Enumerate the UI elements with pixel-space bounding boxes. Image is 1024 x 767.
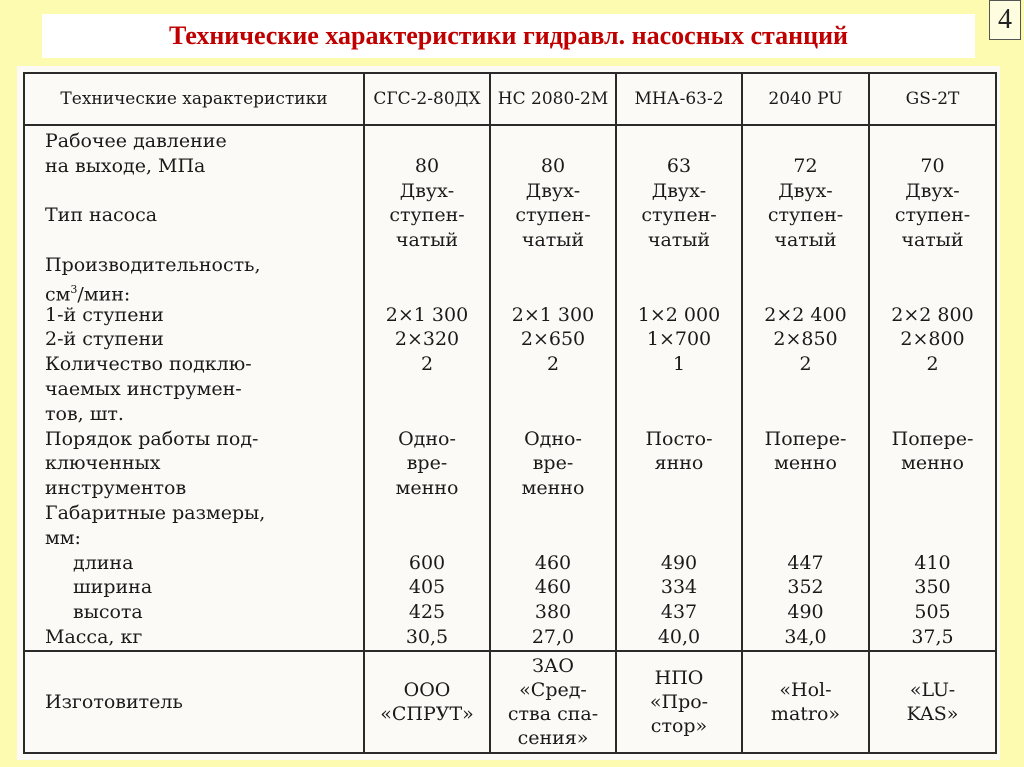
maker-line: ства спа- xyxy=(507,702,599,725)
maker-line: сения» xyxy=(517,726,589,749)
value-line xyxy=(491,402,615,427)
value-line xyxy=(365,402,489,427)
value-line: 2×850 xyxy=(773,328,838,351)
value-line: ступен- xyxy=(641,204,717,227)
value-line: ступен- xyxy=(767,204,844,227)
scanned-table-sheet xyxy=(17,66,1000,760)
value-line: чатый xyxy=(647,229,711,252)
value-line xyxy=(743,129,868,154)
param-line: высота xyxy=(73,601,143,624)
value-line xyxy=(491,526,615,551)
param-line: 1-й ступени xyxy=(45,303,164,326)
maker-label: Изготовитель xyxy=(24,651,364,753)
maker-cell xyxy=(616,651,742,753)
value-line xyxy=(870,402,995,427)
value-line: 352 xyxy=(787,576,824,599)
param-line: Порядок работы под- xyxy=(45,427,259,450)
value-column xyxy=(616,125,742,651)
header-model: СГС-2-80ДХ xyxy=(364,73,490,125)
param-line: Количество подклю- xyxy=(45,353,252,376)
value-line: чатый xyxy=(901,229,964,252)
value-line xyxy=(617,253,741,278)
param-line: инструментов xyxy=(45,477,187,500)
maker-line: «LU- xyxy=(909,678,956,701)
value-line: Двух- xyxy=(399,179,455,202)
maker-line: ЗАО xyxy=(532,654,574,677)
value-line xyxy=(743,402,868,427)
value-line xyxy=(617,129,741,154)
value-line: янно xyxy=(654,452,704,475)
maker-line: «Сред- xyxy=(519,678,587,701)
value-line: 2 xyxy=(926,353,939,376)
header-param: Технические характеристики xyxy=(24,73,364,125)
value-line: чатый xyxy=(521,229,585,252)
value-line: менно xyxy=(774,452,837,475)
value-line: 490 xyxy=(660,551,698,574)
header-model: НС 2080-2М xyxy=(490,73,616,125)
value-line xyxy=(870,278,995,303)
maker-line: «Hol- xyxy=(779,678,832,701)
value-line: 30,5 xyxy=(405,625,449,648)
value-line: Одно- xyxy=(398,427,456,450)
maker-cell xyxy=(742,651,869,753)
value-line xyxy=(365,253,489,278)
maker-line: «Про- xyxy=(649,690,709,713)
value-line: 600 xyxy=(408,551,446,574)
value-line: 505 xyxy=(914,601,951,624)
value-line: 410 xyxy=(914,551,951,574)
value-line xyxy=(365,501,489,526)
value-line: 2×2 800 xyxy=(891,303,974,326)
spacer xyxy=(45,228,363,253)
value-line xyxy=(617,476,741,501)
value-line: 80 xyxy=(414,154,440,177)
value-line xyxy=(491,129,615,154)
value-line xyxy=(491,501,615,526)
value-line: 405 xyxy=(408,576,446,599)
spacer xyxy=(45,179,363,204)
value-line: 490 xyxy=(787,601,824,624)
value-line: Двух- xyxy=(525,179,581,202)
value-line xyxy=(743,278,868,303)
value-line: чатый xyxy=(395,229,459,252)
value-line: Двух- xyxy=(651,179,707,202)
value-line: 34,0 xyxy=(784,625,827,648)
maker-line: «СПРУТ» xyxy=(380,702,474,725)
value-line xyxy=(491,253,615,278)
value-line: вре- xyxy=(406,452,448,475)
param-line: длина xyxy=(73,551,134,574)
value-line: 460 xyxy=(534,576,572,599)
value-line: 460 xyxy=(534,551,572,574)
value-line xyxy=(743,476,868,501)
value-line: 40,0 xyxy=(657,625,701,648)
value-line: 1 xyxy=(672,353,686,376)
value-line: 2×320 xyxy=(394,328,460,351)
value-line: 2 xyxy=(420,353,434,376)
param-line: чаемых инструмен- xyxy=(45,377,242,400)
maker-row xyxy=(24,651,996,753)
page-title: Технические характеристики гидравл. насосных станций xyxy=(168,21,849,50)
value-line: чатый xyxy=(774,229,837,252)
value-line: 1×2 000 xyxy=(637,303,721,326)
value-line xyxy=(870,476,995,501)
maker-line: KAS» xyxy=(906,702,959,725)
param-line: 2-й ступени xyxy=(45,328,164,351)
value-line: Двух- xyxy=(778,179,833,202)
value-line xyxy=(491,278,615,303)
value-line: ступен- xyxy=(389,204,465,227)
value-line xyxy=(870,129,995,154)
header-row xyxy=(24,73,996,125)
value-line: 425 xyxy=(408,601,446,624)
param-line: мм: xyxy=(45,526,81,549)
value-line xyxy=(491,377,615,402)
value-line: Посто- xyxy=(645,427,713,450)
value-line xyxy=(617,278,741,303)
value-line xyxy=(365,377,489,402)
header-model: МНА-63-2 xyxy=(616,73,742,125)
value-column xyxy=(742,125,869,651)
value-column xyxy=(490,125,616,651)
value-line xyxy=(870,253,995,278)
value-line xyxy=(617,402,741,427)
param-line: Рабочее давление xyxy=(45,130,227,152)
unit-text: /мин: xyxy=(77,283,131,306)
value-line: Попере- xyxy=(891,427,974,450)
value-line: 37,5 xyxy=(911,625,954,648)
param-line xyxy=(45,278,363,306)
value-line xyxy=(365,526,489,551)
value-line xyxy=(617,377,741,402)
maker-line: ООО xyxy=(403,678,451,701)
unit-text: см xyxy=(45,283,71,306)
value-line: 2×800 xyxy=(900,328,965,351)
value-line xyxy=(365,129,489,154)
maker-line: matro» xyxy=(770,702,841,725)
param-line: Производительность, xyxy=(45,253,261,276)
table-body-row xyxy=(24,125,996,651)
value-line: 2×1 300 xyxy=(511,303,595,326)
specs-table xyxy=(23,72,997,754)
value-line: 27,0 xyxy=(531,625,575,648)
value-line xyxy=(743,253,868,278)
param-line: ключенных xyxy=(45,452,161,475)
value-line xyxy=(743,377,868,402)
value-line: 80 xyxy=(540,154,566,177)
value-column xyxy=(869,125,996,651)
param-line: Габаритные размеры, xyxy=(45,501,266,524)
value-line: ступен- xyxy=(515,204,591,227)
value-line: вре- xyxy=(532,452,574,475)
value-line xyxy=(870,501,995,526)
title-box xyxy=(42,14,975,58)
value-line xyxy=(365,278,489,303)
value-line: менно xyxy=(521,477,585,500)
value-line xyxy=(743,501,868,526)
header-model: GS-2T xyxy=(869,73,996,125)
value-line: 70 xyxy=(920,154,945,177)
value-line: 72 xyxy=(793,154,818,177)
maker-cell xyxy=(364,651,490,753)
maker-cell xyxy=(490,651,616,753)
value-line: 447 xyxy=(787,551,824,574)
header-model: 2040 PU xyxy=(742,73,869,125)
value-column xyxy=(364,125,490,651)
value-line: Одно- xyxy=(524,427,582,450)
value-line: 2 xyxy=(546,353,560,376)
param-line: тов, шт. xyxy=(45,402,124,425)
param-line: ширина xyxy=(73,576,153,599)
maker-cell xyxy=(869,651,996,753)
value-line xyxy=(870,377,995,402)
value-line: Двух- xyxy=(905,179,960,202)
value-line: 334 xyxy=(660,576,698,599)
value-line: 350 xyxy=(914,576,951,599)
maker-line: НПО xyxy=(654,666,704,689)
value-line xyxy=(617,501,741,526)
param-column xyxy=(24,125,364,651)
param-line: Тип насоса xyxy=(45,204,158,227)
value-line: 63 xyxy=(666,154,692,177)
value-line: 437 xyxy=(660,601,698,624)
value-line: ступен- xyxy=(894,204,971,227)
value-line: менно xyxy=(901,452,964,475)
value-line: 1×700 xyxy=(646,328,712,351)
value-line: 2×2 400 xyxy=(764,303,847,326)
value-line: 380 xyxy=(534,601,572,624)
slide-number: 4 xyxy=(989,0,1021,40)
param-line: на выходе, МПа xyxy=(45,154,206,177)
value-line: Попере- xyxy=(764,427,847,450)
value-line: менно xyxy=(395,477,459,500)
unit-superscript: 3 xyxy=(70,282,78,296)
value-line xyxy=(617,526,741,551)
maker-line: стор» xyxy=(650,714,708,737)
value-line xyxy=(870,526,995,551)
value-line: 2×1 300 xyxy=(385,303,469,326)
value-line: 2×650 xyxy=(520,328,586,351)
param-line: Масса, кг xyxy=(45,625,143,648)
value-line xyxy=(743,526,868,551)
value-line: 2 xyxy=(799,353,812,376)
